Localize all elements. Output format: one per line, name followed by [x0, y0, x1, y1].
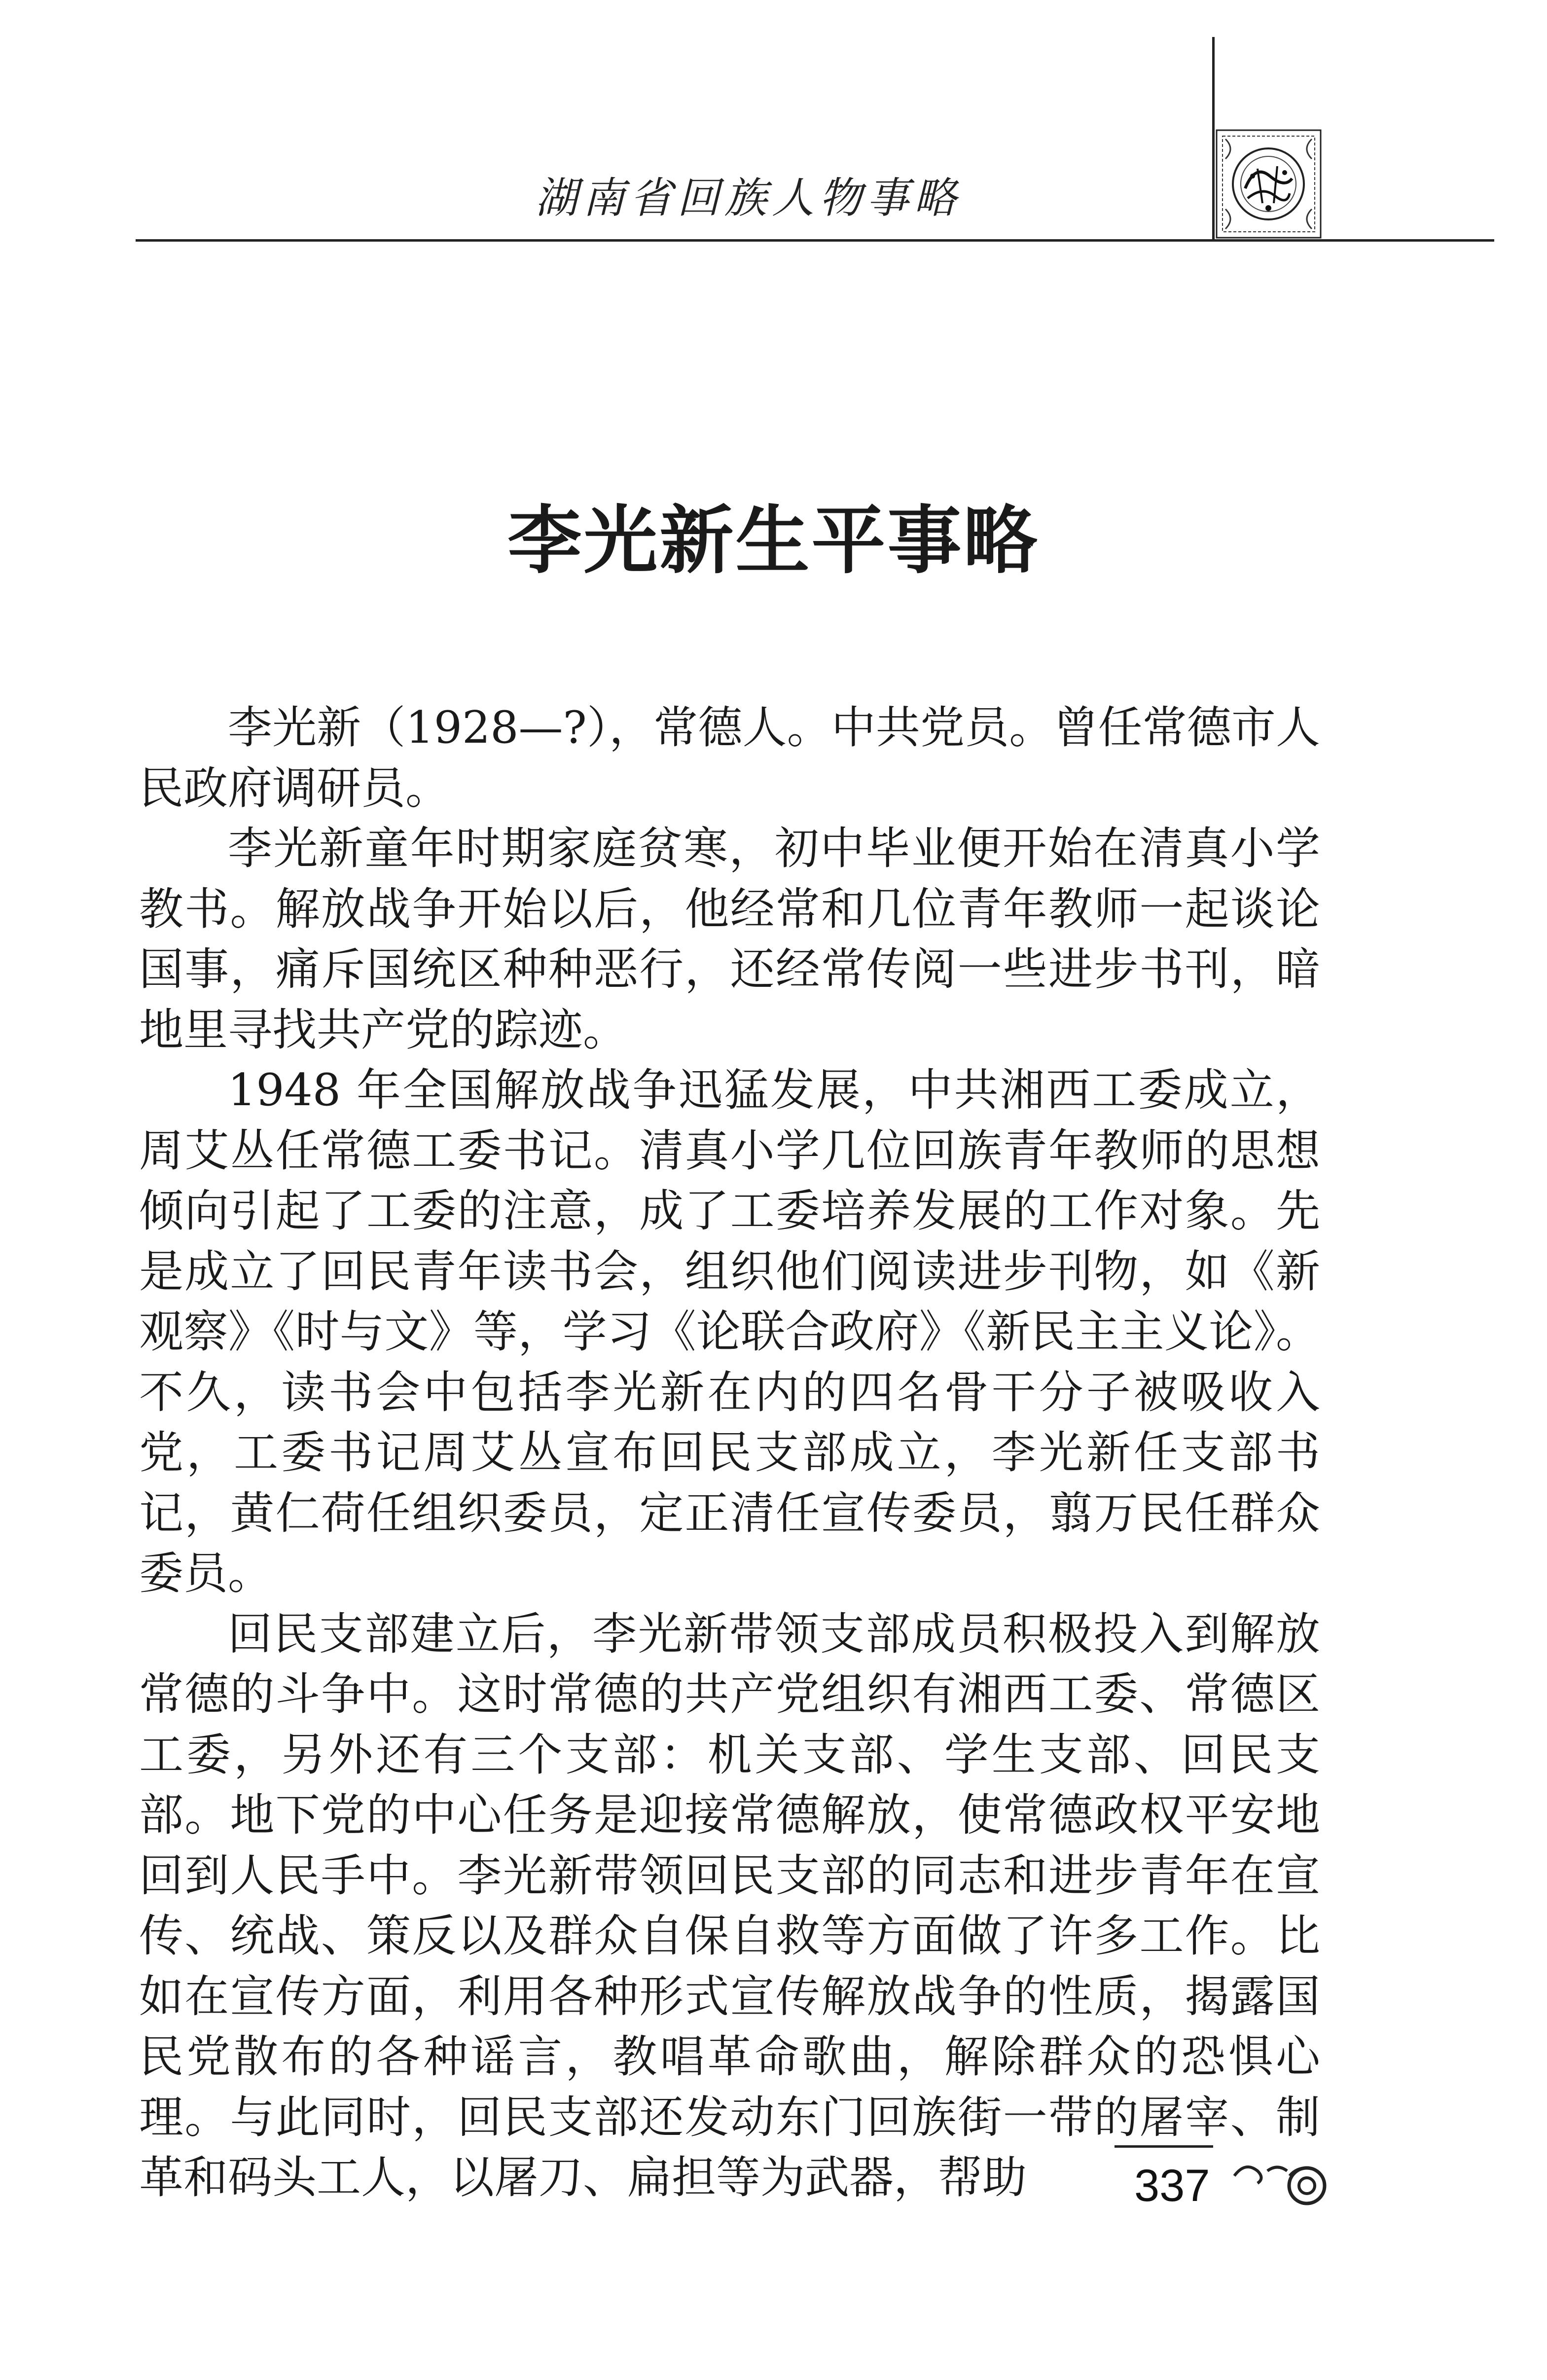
header-vertical-rule — [1212, 37, 1215, 240]
footer-rule — [1115, 2145, 1213, 2148]
running-header-title: 湖南省回族人物事略 — [535, 174, 961, 223]
paragraph: 李光新童年时期家庭贫寒，初中毕业便开始在清真小学教书。解放战争开始以后，他经常和几位青年教师一起谈论国事，痛斥国统区种种恶行，还经常传阅一些进步书刊，暗地里寻找共产党的踪迹。 — [139, 823, 1320, 1056]
scroll-ornament-icon — [1230, 2156, 1329, 2210]
article-title: 李光新生平事略 — [507, 497, 1040, 584]
article-body — [139, 698, 1320, 2211]
header-rule — [136, 239, 1494, 242]
paragraph: 1948 年全国解放战争迅猛发展，中共湘西工委成立，周艾丛任常德工委书记。清真小学几位回族青年教师的思想倾向引起了工委的注意，成了工委培养发展的工作对象。先是成立了回民青年读书会，组织他们阅读进步刊物，如《新观察》《时与文》等，学习《论联合政府》《新民主主义论》。不久，读书会中包括李光新在内的四名骨干分子被吸收入党，工委书记周艾丛宣布回民支部成立，李光新任支部书记，黄仁荷任组织委员，定正清任宣传委员，翦万民任群众委员。 — [139, 1064, 1320, 1599]
page-number: 337 — [1134, 2161, 1210, 2211]
calligraphy-emblem-icon — [1216, 129, 1322, 239]
paragraph: 回民支部建立后，李光新带领支部成员积极投入到解放常德的斗争中。这时常德的共产党组织有湘西工委、常德区工委，另外还有三个支部：机关支部、学生支部、回民支部。地下党的中心任务是迎接常德解放，使常德政权平安地回到人民手中。李光新带领回民支部的同志和进步青年在宣传、统战、策反以及群众自保自救等方面做了许多工作。比如在宣传方面，利用各种形式宣传解放战争的性质，揭露国民党散布的各种谣言，教唱革命歌曲，解除群众的恐惧心理。与此同时，回民支部还发动东门回族街一带的屠宰、制革和码头工人，以屠刀、扁担等为武器，帮助 — [139, 1608, 1320, 2203]
paragraph: 李光新（1928—?），常德人。中共党员。曾任常德市人民政府调研员。 — [139, 702, 1320, 814]
